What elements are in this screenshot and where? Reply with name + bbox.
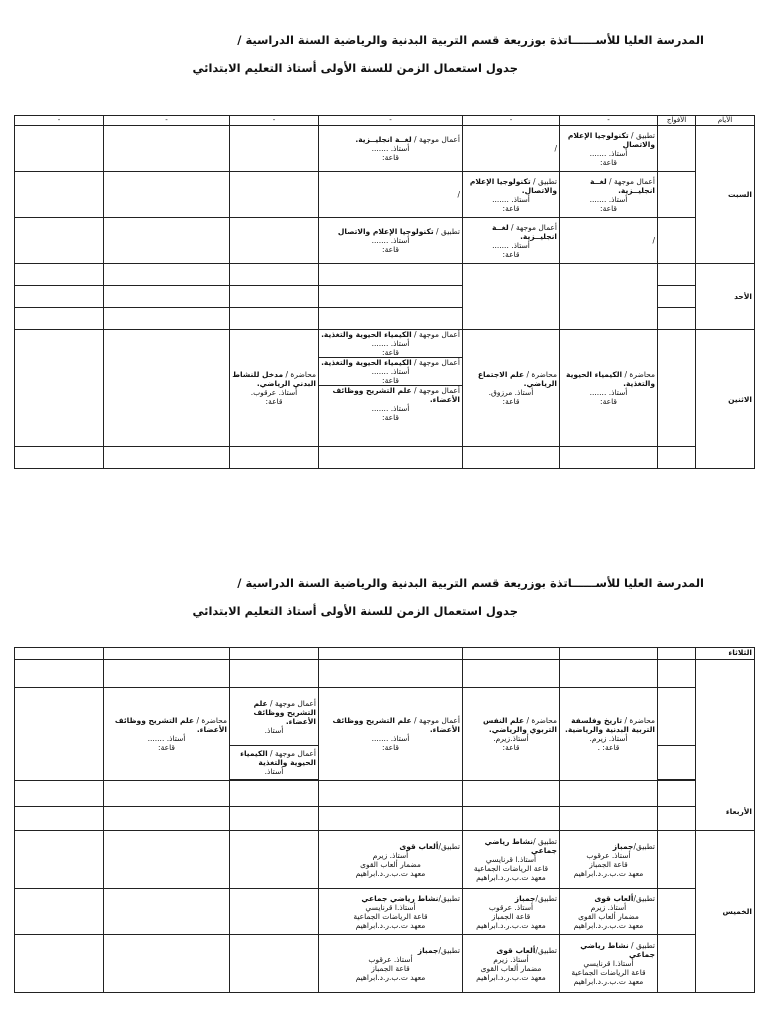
empty-cell	[463, 648, 560, 660]
empty-cell	[319, 660, 463, 688]
empty-cell	[230, 648, 319, 660]
col-header-slot: -	[319, 116, 463, 126]
session-cell: أعمال موجهة / لغــة انجليــزية. أستاذ. ....... قاعة:	[560, 172, 658, 218]
empty-cell	[463, 447, 560, 469]
empty-cell	[230, 660, 319, 688]
empty-cell	[319, 308, 463, 330]
empty-cell	[319, 648, 463, 660]
empty-cell	[15, 688, 104, 781]
empty-cell	[15, 447, 104, 469]
empty-cell	[15, 781, 104, 807]
group-cell	[658, 447, 696, 469]
empty-cell	[104, 831, 230, 889]
empty-cell	[560, 781, 658, 807]
group-cell	[658, 648, 696, 660]
group-cell	[658, 286, 696, 308]
session-cell: محاضرة / علم الاجتماع الرياضي. أستاذ. مرزوق. قاعة:	[463, 330, 560, 447]
session-cell: أعمال موجهة / علم التشريح ووظائف الأعضاء. أستاذ.	[230, 688, 319, 746]
group-cell	[658, 660, 696, 688]
col-header-slot: -	[463, 116, 560, 126]
practice-cell: تطبيق/جمباز أستاذ. عرقوب قاعة الجمباز معهد ت.ب.ر.د.ابراهيم	[463, 889, 560, 935]
page2-header-line1: المدرسة العليا للأســــــاتذة بوزريعة قسم التربية البدنية والرياضية السنة الدراسية /	[237, 576, 704, 590]
empty-cell	[319, 264, 463, 286]
practice-cell: تطبيق /نشاط رياضي جماعي أستاذ.ا قرنايسي قاعة الرياضات الجماعية معهد ت.ب.ر.د.ابراهيم	[463, 831, 560, 889]
col-header-slot: -	[104, 116, 230, 126]
session-cell: تطبيق / تكنولوجيا الإعلام والاتصال. أستاذ. ....... قاعة:	[463, 172, 560, 218]
session-cell: أعمال موجهة / لغــة انجليــزية. أستاذ. ....... قاعة:	[319, 126, 463, 172]
group-cell	[658, 308, 696, 330]
day-saturday: السبت	[696, 126, 755, 264]
empty-cell	[15, 660, 104, 688]
empty-cell	[560, 264, 658, 330]
session-cell: أعمال موجهة / لغــة انجليــزية. أستاذ. ....... قاعة:	[463, 218, 560, 264]
empty-cell	[463, 807, 560, 831]
practice-cell: تطبيق/ألعاب قوى أستاذ. زيرم مضمار ألعاب القوى معهد ت.ب.ر.د.ابراهيم	[560, 889, 658, 935]
empty-cell	[230, 264, 319, 286]
group-cell	[658, 264, 696, 286]
group-cell	[658, 172, 696, 218]
group-cell	[658, 831, 696, 889]
group-cell	[658, 935, 696, 993]
practice-cell: تطبيق/جمباز أستاذ. عرقوب قاعة الجمباز معهد ت.ب.ر.د.ابراهيم	[319, 935, 463, 993]
empty-cell	[15, 286, 104, 308]
empty-cell	[230, 447, 319, 469]
empty-cell	[560, 660, 658, 688]
session-cell: محاضرة / تاريخ وفلسفة التربية البدنية والرياضية. أستاذ. زيرم. قاعة: .	[560, 688, 658, 781]
group-cell	[658, 126, 696, 172]
practice-cell: تطبيق/ألعاب قوى أستاذ. زيرم مضمار ألعاب القوى معهد ت.ب.ر.د.ابراهيم	[319, 831, 463, 889]
empty-cell	[15, 330, 104, 447]
empty-cell	[463, 660, 560, 688]
col-header-slot: -	[560, 116, 658, 126]
session-cell: تطبيق / تكنولوجيا الإعلام والاتصال أستاذ. ....... قاعة:	[319, 218, 463, 264]
group-cell	[658, 807, 696, 831]
empty-cell	[104, 807, 230, 831]
empty-cell	[560, 447, 658, 469]
empty-cell	[104, 286, 230, 308]
session-cell: أعمال موجهة / علم التشريح ووظائف الأعضاء. أستاذ. ....... قاعة:	[319, 688, 463, 781]
empty-cell	[104, 308, 230, 330]
empty-cell	[104, 781, 230, 807]
empty-cell	[15, 264, 104, 286]
session-cell: أعمال موجهة / الكيمياء الحيوية والتغذية أستاذ.	[230, 746, 319, 780]
practice-cell: تطبيق/جمباز أستاذ. عرقوب قاعة الجمباز معهد ت.ب.ر.د.ابراهيم	[560, 831, 658, 889]
day-tuesday: الثلاثاء	[696, 648, 755, 660]
empty-cell	[104, 172, 230, 218]
empty-cell	[104, 889, 230, 935]
empty-cell	[104, 447, 230, 469]
empty-cell	[560, 807, 658, 831]
col-header-slot: -	[230, 116, 319, 126]
empty-cell	[104, 935, 230, 993]
empty-cell	[230, 126, 319, 172]
empty-cell	[230, 807, 319, 831]
group-cell	[658, 330, 696, 447]
page1-timetable	[14, 115, 755, 469]
empty-cell	[104, 126, 230, 172]
empty-cell	[319, 286, 463, 308]
empty-cell	[230, 781, 319, 807]
empty-cell	[230, 831, 319, 889]
page2-timetable	[14, 647, 755, 993]
empty-cell	[319, 807, 463, 831]
empty-cell	[104, 648, 230, 660]
day-monday: الاثنين	[696, 330, 755, 469]
empty-cell	[230, 218, 319, 264]
group-cell	[658, 688, 696, 746]
empty-cell	[15, 648, 104, 660]
session-cell-stack: أعمال موجهة / الكيمياء الحيوية والتغذية. أستاذ. ....... قاعة: أعمال موجهة / الكيمياء الحيوية والتغذية. أستاذ. ....... قاعة: أعمال موجهة / علم التشريح ووظائف الأعضاء. أستاذ. ....... قاعة:	[319, 330, 463, 447]
group-cell	[658, 781, 696, 807]
empty-cell	[104, 660, 230, 688]
day-wednesday: الأربعاء	[696, 660, 755, 831]
empty-cell	[15, 172, 104, 218]
col-header-days: الأيام	[696, 116, 755, 126]
empty-cell	[230, 935, 319, 993]
empty-cell	[15, 218, 104, 264]
practice-cell: تطبيق / نشاط رياضي جماعي أستاذ.ا قرنايسي قاعة الرياضات الجماعية معهد ت.ب.ر.د.ابراهيم	[560, 935, 658, 993]
session-cell: محاضرة / علم النفس التربوي والرياضي. أستاذ.زيرم. قاعة:	[463, 688, 560, 781]
page1-header-line1: المدرسة العليا للأســــــاتذة بوزريعة قسم التربية البدنية والرياضية السنة الدراسية /	[237, 33, 704, 47]
empty-cell	[560, 648, 658, 660]
empty-cell	[319, 447, 463, 469]
page2-header-line2: جدول استعمال الزمن للسنة الأولى أستاذ التعليم الابتدائي	[192, 604, 518, 618]
empty-cell	[230, 286, 319, 308]
empty-cell	[15, 831, 104, 889]
group-cell	[658, 889, 696, 935]
empty-cell	[319, 781, 463, 807]
empty-cell	[463, 781, 560, 807]
page1-header-line2: جدول استعمال الزمن للسنة الأولى أستاذ التعليم الابتدائي	[192, 61, 518, 75]
empty-cell	[104, 218, 230, 264]
empty-cell	[15, 807, 104, 831]
empty-cell	[15, 308, 104, 330]
session-cell: محاضرة / علم التشريح ووظائف الأعضاء. أستاذ. ....... قاعة:	[104, 688, 230, 781]
empty-cell	[15, 126, 104, 172]
empty-cell	[104, 264, 230, 286]
empty-cell	[230, 889, 319, 935]
col-header-slot: -	[15, 116, 104, 126]
empty-cell	[104, 330, 230, 447]
col-header-groups: الأفواج	[658, 116, 696, 126]
empty-session-slash: /	[463, 126, 560, 172]
empty-cell	[15, 889, 104, 935]
group-cell	[658, 746, 696, 780]
practice-cell: تطبيق/نشاط رياضي جماعي أستاذ.ا قرنايسي قاعة الرياضات الجماعية معهد ت.ب.ر.د.ابراهيم	[319, 889, 463, 935]
empty-cell	[463, 264, 560, 330]
empty-cell	[230, 308, 319, 330]
day-sunday: الأحد	[696, 264, 755, 330]
day-thursday: الخميس	[696, 831, 755, 993]
group-cell	[658, 218, 696, 264]
session-cell: محاضرة / الكيمياء الحيوية والتغذية. أستاذ. ....... قاعة:	[560, 330, 658, 447]
practice-cell: تطبيق/ألعاب قوى أستاذ. زيرم مضمار ألعاب القوى معهد ت.ب.ر.د.ابراهيم	[463, 935, 560, 993]
session-cell: محاضرة / مدخل للنشاط البدني الرياضي. أستاذ. عرقوب. قاعة:	[230, 330, 319, 447]
empty-cell	[230, 172, 319, 218]
empty-cell	[15, 935, 104, 993]
empty-session-slash: /	[560, 218, 658, 264]
session-cell: تطبيق / تكنولوجيا الإعلام والاتصال أستاذ. ....... قاعة:	[560, 126, 658, 172]
empty-session-slash: /	[319, 172, 463, 218]
